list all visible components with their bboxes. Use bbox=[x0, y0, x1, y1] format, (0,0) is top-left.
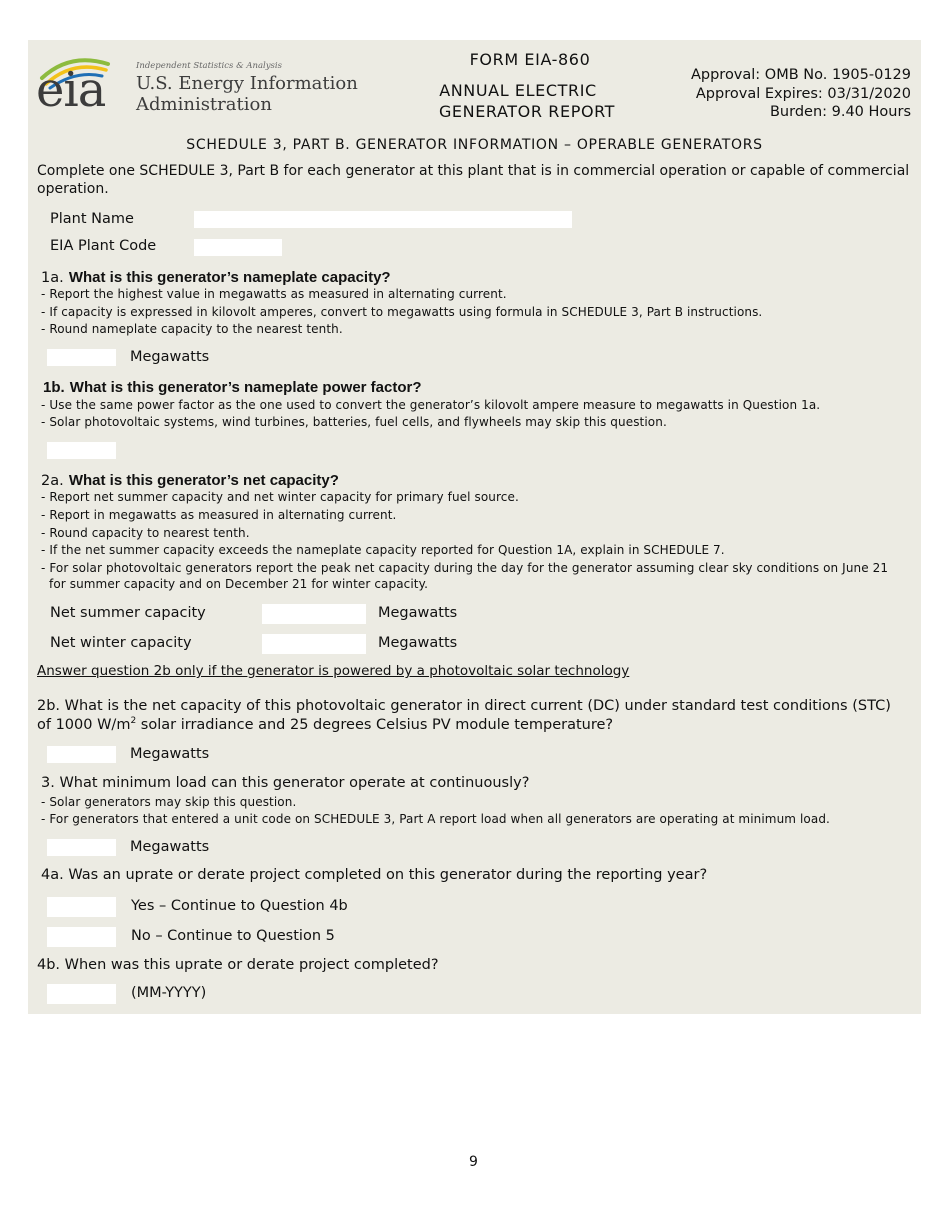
q1a-note: - Report the highest value in megawatts as measured in alternating current. bbox=[41, 287, 507, 301]
q3-min-load-input[interactable] bbox=[47, 839, 116, 856]
q2a-heading bbox=[41, 470, 339, 489]
q1a-number: 1a. bbox=[41, 270, 64, 286]
logo-tagline: Independent Statistics & Analysis bbox=[136, 61, 282, 71]
eia-logo-mark: eia bbox=[36, 62, 106, 118]
q1b-question: What is this generator’s nameplate power factor? bbox=[69, 379, 422, 396]
q2b-dc-capacity-input[interactable] bbox=[47, 746, 116, 763]
form-number: FORM EIA-860 bbox=[469, 50, 591, 69]
q2b-question-line1: 2b. What is the net capacity of this photovoltaic generator in direct current (DC) under standard test conditions (STC) bbox=[37, 698, 891, 714]
plant-name-input[interactable] bbox=[194, 211, 572, 228]
approval-burden: Burden: 9.40 Hours bbox=[769, 104, 911, 120]
form-title-line1: ANNUAL ELECTRIC bbox=[439, 81, 597, 100]
q2a-note: - For solar photovoltaic generators report the peak net capacity during the day for the generator assuming clear sky conditions on June 21 bbox=[41, 561, 889, 575]
q4b-format-label: (MM-YYYY) bbox=[131, 985, 207, 1001]
q1b-number: 1b. bbox=[43, 379, 65, 396]
q4a-yes-checkbox[interactable] bbox=[47, 897, 116, 917]
q4b-question: 4b. When was this uprate or derate project completed? bbox=[37, 957, 439, 973]
net-summer-unit: Megawatts bbox=[378, 605, 458, 621]
q1a-unit-label: Megawatts bbox=[130, 349, 210, 365]
q2a-number: 2a. bbox=[41, 473, 64, 489]
net-winter-unit: Megawatts bbox=[378, 635, 458, 651]
q1a-note: - If capacity is expressed in kilovolt amperes, convert to megawatts using formula in SCHEDULE 3, Part B instructions. bbox=[41, 305, 763, 319]
q1a-question: What is this generator’s nameplate capacity? bbox=[68, 269, 391, 286]
approval-expires: Approval Expires: 03/31/2020 bbox=[695, 86, 911, 102]
q4a-yes-label: Yes – Continue to Question 4b bbox=[131, 898, 348, 914]
net-winter-label: Net winter capacity bbox=[50, 635, 192, 651]
q1b-note: - Use the same power factor as the one used to convert the generator’s kilovolt ampere measure to megawatts in Question 1a. bbox=[41, 398, 821, 412]
intro-text-line1: Complete one SCHEDULE 3, Part B for each generator at this plant that is in commercial operation or capable of commercial bbox=[37, 163, 910, 179]
intro-text-line2: operation. bbox=[37, 181, 109, 197]
plant-code-input[interactable] bbox=[194, 239, 282, 256]
q1b-note: - Solar photovoltaic systems, wind turbines, batteries, fuel cells, and flywheels may skip this question. bbox=[41, 415, 667, 429]
q2a-note: - Report net summer capacity and net winter capacity for primary fuel source. bbox=[41, 490, 519, 504]
net-winter-input[interactable] bbox=[262, 634, 366, 654]
plant-name-label: Plant Name bbox=[50, 211, 134, 227]
q1b-heading bbox=[43, 377, 422, 396]
q4a-no-checkbox[interactable] bbox=[47, 927, 116, 947]
plant-code-label: EIA Plant Code bbox=[50, 238, 157, 254]
schedule-title: SCHEDULE 3, PART B. GENERATOR INFORMATION – OPERABLE GENERATORS bbox=[186, 137, 763, 153]
q2a-note: for summer capacity and on December 21 for winter capacity. bbox=[49, 577, 429, 591]
q1a-capacity-input[interactable] bbox=[47, 349, 116, 366]
net-summer-label: Net summer capacity bbox=[50, 605, 206, 621]
form-title-line2: GENERATOR REPORT bbox=[438, 102, 616, 121]
q4a-no-label: No – Continue to Question 5 bbox=[131, 928, 335, 944]
q3-question: 3. What minimum load can this generator operate at continuously? bbox=[41, 775, 530, 791]
q1a-heading bbox=[41, 267, 391, 286]
q2a-note: - If the net summer capacity exceeds the nameplate capacity reported for Question 1A, explain in SCHEDULE 7. bbox=[41, 543, 725, 557]
logo-org-line1: U.S. Energy Information bbox=[136, 73, 358, 94]
q3-note: - For generators that entered a unit code on SCHEDULE 3, Part A report load when all generators are operating at minimum load. bbox=[41, 812, 830, 826]
q3-note: - Solar generators may skip this question. bbox=[41, 795, 297, 809]
q1b-power-factor-input[interactable] bbox=[47, 442, 116, 459]
approval-omb: Approval: OMB No. 1905-0129 bbox=[690, 67, 911, 83]
net-summer-input[interactable] bbox=[262, 604, 366, 624]
q2a-note: - Round capacity to nearest tenth. bbox=[41, 526, 250, 540]
q4a-question: 4a. Was an uprate or derate project completed on this generator during the reporting year? bbox=[41, 867, 708, 883]
q4b-date-input[interactable] bbox=[47, 984, 116, 1004]
q1a-note: - Round nameplate capacity to the nearest tenth. bbox=[41, 322, 343, 336]
q2a-note: - Report in megawatts as measured in alternating current. bbox=[41, 508, 397, 522]
q2a-question: What is this generator’s net capacity? bbox=[68, 472, 339, 489]
logo-org-line2: Administration bbox=[136, 94, 272, 115]
q3-unit-label: Megawatts bbox=[130, 839, 210, 855]
page-number: 9 bbox=[469, 1154, 478, 1170]
q2b-instruction: Answer question 2b only if the generator is powered by a photovoltaic solar technology bbox=[37, 663, 630, 679]
q2b-question-line2: of 1000 $W/m^2$ solar irradiance and 25 degrees Celsius PV module temperature? bbox=[37, 716, 614, 733]
q2b-unit-label: Megawatts bbox=[130, 746, 210, 762]
